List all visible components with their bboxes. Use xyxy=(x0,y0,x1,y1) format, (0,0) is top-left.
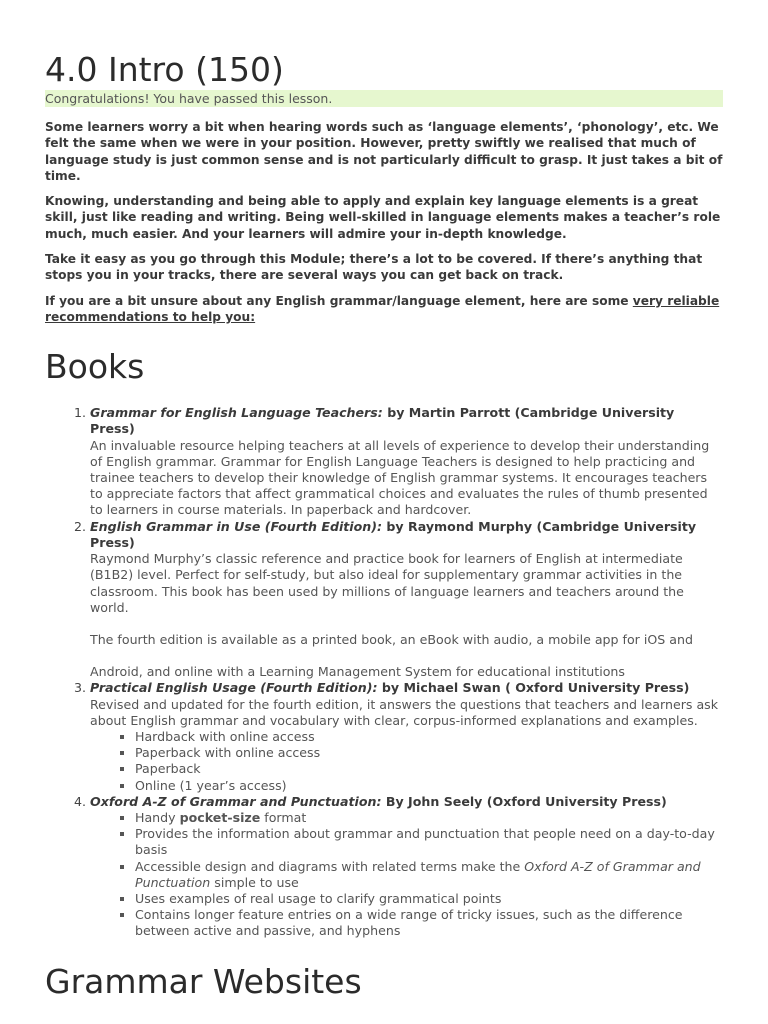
list-item: ▪ Handy pocket-size format xyxy=(135,810,723,826)
recommendations-link[interactable]: recommendations to help you: xyxy=(45,309,256,324)
book-author: by Raymond Murphy (Cambridge University Press) xyxy=(90,518,697,550)
feature-list xyxy=(90,810,723,940)
book-item xyxy=(90,794,723,940)
list-item: ▪ Hardback with online access xyxy=(135,729,723,745)
intro-paragraph-1: Some learners worry a bit when hearing words such as ‘language elements’, ‘phonology’, etc. We felt the same when we were in your position. However, pretty swiftly we realised that much of language study is just common sense and is not particularly difficult to grasp. It just takes a bit of time. xyxy=(45,120,723,183)
book-description: Revised and updated for the fourth edition, it answers the questions that teachers and learners ask about English grammar and vocabulary with clear, corpus-informed explanations and examples. xyxy=(90,696,719,728)
book-title: Practical English Usage (Fourth Edition): xyxy=(90,680,378,696)
book-author: By John Seely (Oxford University Press) xyxy=(381,793,667,809)
book-author: by Martin Parrott (Cambridge University Press) xyxy=(90,405,675,437)
list-item: ▪ Accessible design and diagrams with related terms make the Oxford A-Z of Grammar and Punctuation simple to use xyxy=(135,859,723,891)
pocket-size-emphasis: pocket-size xyxy=(179,809,261,825)
book-note: Android, and online with a Learning Management System for educational institutions xyxy=(90,664,625,680)
books-heading: Books xyxy=(45,347,145,387)
book-title: Grammar for English Language Teachers: xyxy=(90,405,383,421)
books-list xyxy=(45,405,723,939)
book-title: English Grammar in Use (Fourth Edition): xyxy=(90,518,383,534)
book-item xyxy=(90,519,723,681)
list-item: ▪ Paperback with online access xyxy=(135,745,723,761)
book-note: The fourth edition is available as a printed book, an eBook with audio, a mobile app for iOS and xyxy=(90,631,693,647)
list-item: ▪ Contains longer feature entries on a wide range of tricky issues, such as the difference between active and passive, and hyphens xyxy=(135,907,723,939)
book-item xyxy=(90,680,723,793)
list-item: ▪ Online (1 year’s access) xyxy=(135,778,723,794)
list-item: ▪ Paperback xyxy=(135,761,723,777)
book-description: An invaluable resource helping teachers at all levels of experience to develop their understanding of English grammar. Grammar for English Language Teachers is designed to help practicing and trainee teachers to develop their knowledge of English grammar systems. It encourages teachers to appreciate factors that affect grammatical choices and evaluates the rules of thumb presented to learners in course materials. In paperback and hardcover. xyxy=(90,437,710,518)
page-title: 4.0 Intro (150) xyxy=(45,50,284,89)
grammar-websites-heading: Grammar Websites xyxy=(45,961,362,1001)
book-title-emphasis: Oxford A-Z of Grammar and Punctuation xyxy=(135,858,701,890)
intro-paragraph-3: Take it easy as you go through this Module; there’s a lot to be covered. If there’s anything that stops you in your tracks, there are several ways you can get back on track. xyxy=(45,252,703,283)
intro-paragraph-2: Knowing, understanding and being able to apply and explain key language elements is a great skill, just like reading and writing. Being well-skilled in language elements makes a teacher’s role much, much easier. And your learners will admire your in-depth knowledge. xyxy=(45,194,721,241)
very-reliable-link[interactable]: very reliable xyxy=(632,293,720,308)
book-item xyxy=(90,405,723,518)
list-item: ▪ Provides the information about grammar and punctuation that people need on a day-to-day basis xyxy=(135,826,723,858)
unsure-text: If you are a bit unsure about any English grammar/language element, here are some xyxy=(45,293,633,308)
book-title: Oxford A-Z of Grammar and Punctuation: xyxy=(90,793,382,809)
book-description: Raymond Murphy’s classic reference and practice book for learners of English at intermediate (B1B2) level. Perfect for self-study, but also ideal for supplementary grammar activities in the classroom. This book has been used by millions of language learners and teachers around the world. xyxy=(90,551,684,615)
format-list xyxy=(90,729,723,794)
intro-paragraph-4 xyxy=(45,293,723,326)
book-author: by Michael Swan ( Oxford University Press) xyxy=(377,680,690,696)
list-item: ▪ Uses examples of real usage to clarify grammatical points xyxy=(135,891,723,907)
lesson-passed-banner: Congratulations! You have passed this lesson. xyxy=(45,90,723,107)
